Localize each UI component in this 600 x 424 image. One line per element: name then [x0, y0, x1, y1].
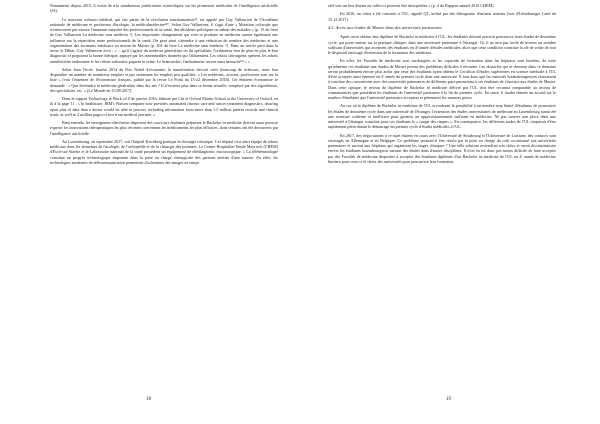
- paragraph: Après avoir obtenu leur diplôme de Bachelor in medicine à l'UL, les étudiants doivent pouvoir poursuivre leurs études de deuxième cycle, qui porte surtout sur la pratique clinique, dans une université partenaire à l'étranger. Or, il ne sera pas facile de trouver un nombre suffisant d'universités qui acceptent des étudiants en 4ᵉ année d'études médicales, alors que cette condition constitue la clé de voûte de tout le dispositif envisagé d'extension de la formation des médecins.: [328, 34, 556, 56]
- right-page: [300, 0, 600, 424]
- paragraph: Au cas où le diplôme de Bachelor in medicine de l'UL accorderait la possibilité à un nombre trop limité d'étudiants de poursuivre les études de deuxième cycle dans une université de l'étranger, l'extension des études universitaires de médecine au Luxembourg aurait été une aventure coûteuse et inefficace pour garantir un approvisionnement suffisant en médecins. Ne pas trouver une place dans une université à l'étranger constitue pour ces étudiants le « risque des risques ». En conséquence, les différents stades de l'UL risquerait d'être rapidement plein durant le démarrage du premier cycle d'études médicales à l'UL.: [328, 103, 556, 130]
- paragraph: En effet, les Facultés de médecine sont surchargées et les capacités de formation dans les hôpitaux sont limitées, de sorte qu'admettre ces étudiants aux études de Master posera des problèmes difficiles à résoudre. Les obstacles qui se dressent dans ce domaine seront probablement encore plus ardus que ceux des étudiants ayant obtenu le Certificat d'études supérieures en science médicale à l'UL d'être acceptés ainsi épreuve en 2ᵉ année du premier cycle dans une université. Il faut donc que les autorités luxembourgeoises réussissent à conclure des conventions avec des universités partenaires de différents pays permettant à ces étudiants de s'inscrire aux études de Master. Dans cette optique, le niveau du diplôme de Bachelor in medicine délivré par l'UL doit être reconnu comparable au niveau de connaissances que possèdent les étudiants de l'université partenaire à la fin du premier cycle. En outre, il faudra obtenir un accord sur le nombre d'étudiants que l'université partenaire acceptera et pérenniser les mesures prises.: [328, 58, 556, 101]
- page-number: 18: [146, 397, 151, 402]
- paragraph: En 2017, des négociations à ce sujet étaient en cours avec l'Université de Strasbourg et l'Université de Lorraine, des contacts sont envisagés en Allemagne et en Belgique. Ce problème pourrait-il être résolu par la prise en charge du coût occasionné aux universités partenaires et surtout aux hôpitaux qui organisent les stages cliniques ? Une telle solution reviendrait très chère et serait discriminatoire envers les étudiants luxembourgeois suivant des études dans d'autres disciplines. Il n'est en est donc pas moins difficile de faire accepter par des Facultés de médecine disposées à accepter des étudiants diplômés d'un Bachelor in medicine de l'UL en 4ᵉ année de médecine limitera pour ceux-ci le choix des universités pour poursuivre leur formation.: [328, 132, 556, 164]
- page-number: 19: [446, 397, 451, 402]
- section-heading: [328, 25, 556, 31]
- paragraph: En 2016, un robot a été construit à l'UL, appelé QT, utilisé par des thérapeutes d'enfants autistes (voir d'Lëtzebuerger Land du 15.12.2017).: [328, 11, 556, 22]
- paragraph: Dans le rapport Technology at Work v2.0 de janvier 2016, élaboré par Citi et Oxford Martin School at the University of Oxford, on lit à la page 11 : « In healthcare, IBM's Watson computer now provides automated chronic care and cancer treatment diagnostics, drawing upon plus of data than a doctor would be able to process, including information from more than 1.5 million patient records and clinical trials, as well as 2 million pages of text from medical journals. »: [50, 96, 278, 117]
- paragraph: Notamment depuis 2015, il existe de très nombreuses publications scientifiques sur les promesses médicales de l'intelligence artificielle (IA).: [50, 3, 278, 14]
- section-heading-text: Accès aux études de Master dans des universités partenaires: [335, 24, 443, 30]
- paragraph: Selon Jean Tirole, lauréat 2014 du Prix Nobel d'économie, la numérisation devrait créer beaucoup de richesses, mais fera disparaître un nombre de nombreux emplois et pas seulement les emplois peu qualifiés. « Les médecins, avocats, professions sont sur la liste » (voir l'entretien de l'économiste français, publié par la revue Le Point du 15-22 décembre 2016). Cet éminent économiste se demande : « Que deviendra la médecine généraliste dans dix ans ? Il n'existera plus dans sa forme actuelle, remplacé par des algorithmes, des spécialistes, etc. » (Le Monde du 15.09.2017).: [50, 66, 278, 93]
- paragraph: réel vers un lieu distant ou celles-ci peuvent être interprétées » (p. 4 du Rapport annuel 2016 CHEM).: [328, 3, 495, 8]
- section-heading-number: 4.5.: [328, 24, 335, 30]
- paragraph: Bien entendu, les enseignants-chercheurs disposent des cours aux étudiants préparant le Bachelor in medicine doivent aussi pouvoir exposer les innovations thérapeutiques les plus récentes concernant les médicaments les plus efficaces, dont certains ont été découverts par l'intelligence artificielle.: [50, 120, 278, 136]
- paragraph: Au Luxembourg, en septembre 2017, soit l'hôpital Kirchberg pratique la chirurgie robotique. Cet hôpital s'est ainsi équipé de robots médicaux dans les domaines de l'urologie, de l'orthopédie et de la chirurgie des poitrines. Le Centre Hospitalier Emile Mayrisch (CHEM) d'Esch-sur-Alzette et le Laboratoire national de la santé possèdent un équipement de télédiagnostic microscopique. « La téléhématologie constitue un progrès technologique important dans la prise en charge chirurgicale des patients atteints d'une tumeur. En effet, les technologies modernes de télécommunication permettent d'acheminer des images en temps: [50, 138, 278, 165]
- paragraph: Le nouveau scénario médical, qui fait partie de la révolution transhumaniste¹¹, est appelé par Guy Vallancien de l'Académie nationale de médecine et professeur d'urologie, la médicalmédecine¹²⁰. Selon Guy Vallancien, il s'agit d'une « Mutation colossale que n'entrevoient pas encore l'immense majorité des professionnels de la santé, des décideurs politiques ou même des malades » (p. 15 du livre de Guy Vallancien La médecine sans médecin ?). Les importants changements qui vont se produire en médecine auront également une influence sur la répartition entre professionnels de la santé. On peut ainsi s'attendre à une réduction du nombre des médecins et une augmentation des assistants médicaux au niveau de Master (p. 204 du livre La médecine sans médecin ?). Dans un article paru dans la revue le Débat, Guy Vallancien écrit : « …qu'il s'agisse du médecin généraliste ou du spécialiste, l'ordinateur fera de plus en plus le bon diagnostic et proposera la bonne thérapie, appuyé par les innombrables données qui l'alimentent. Les robots chirurgiens opèrent, les robots anesthésistes endorment et les robots infirmiers piquent la veine. Le brancardier, l'ambulancier seront aussi menacés¹²¹ » »: [50, 16, 278, 64]
